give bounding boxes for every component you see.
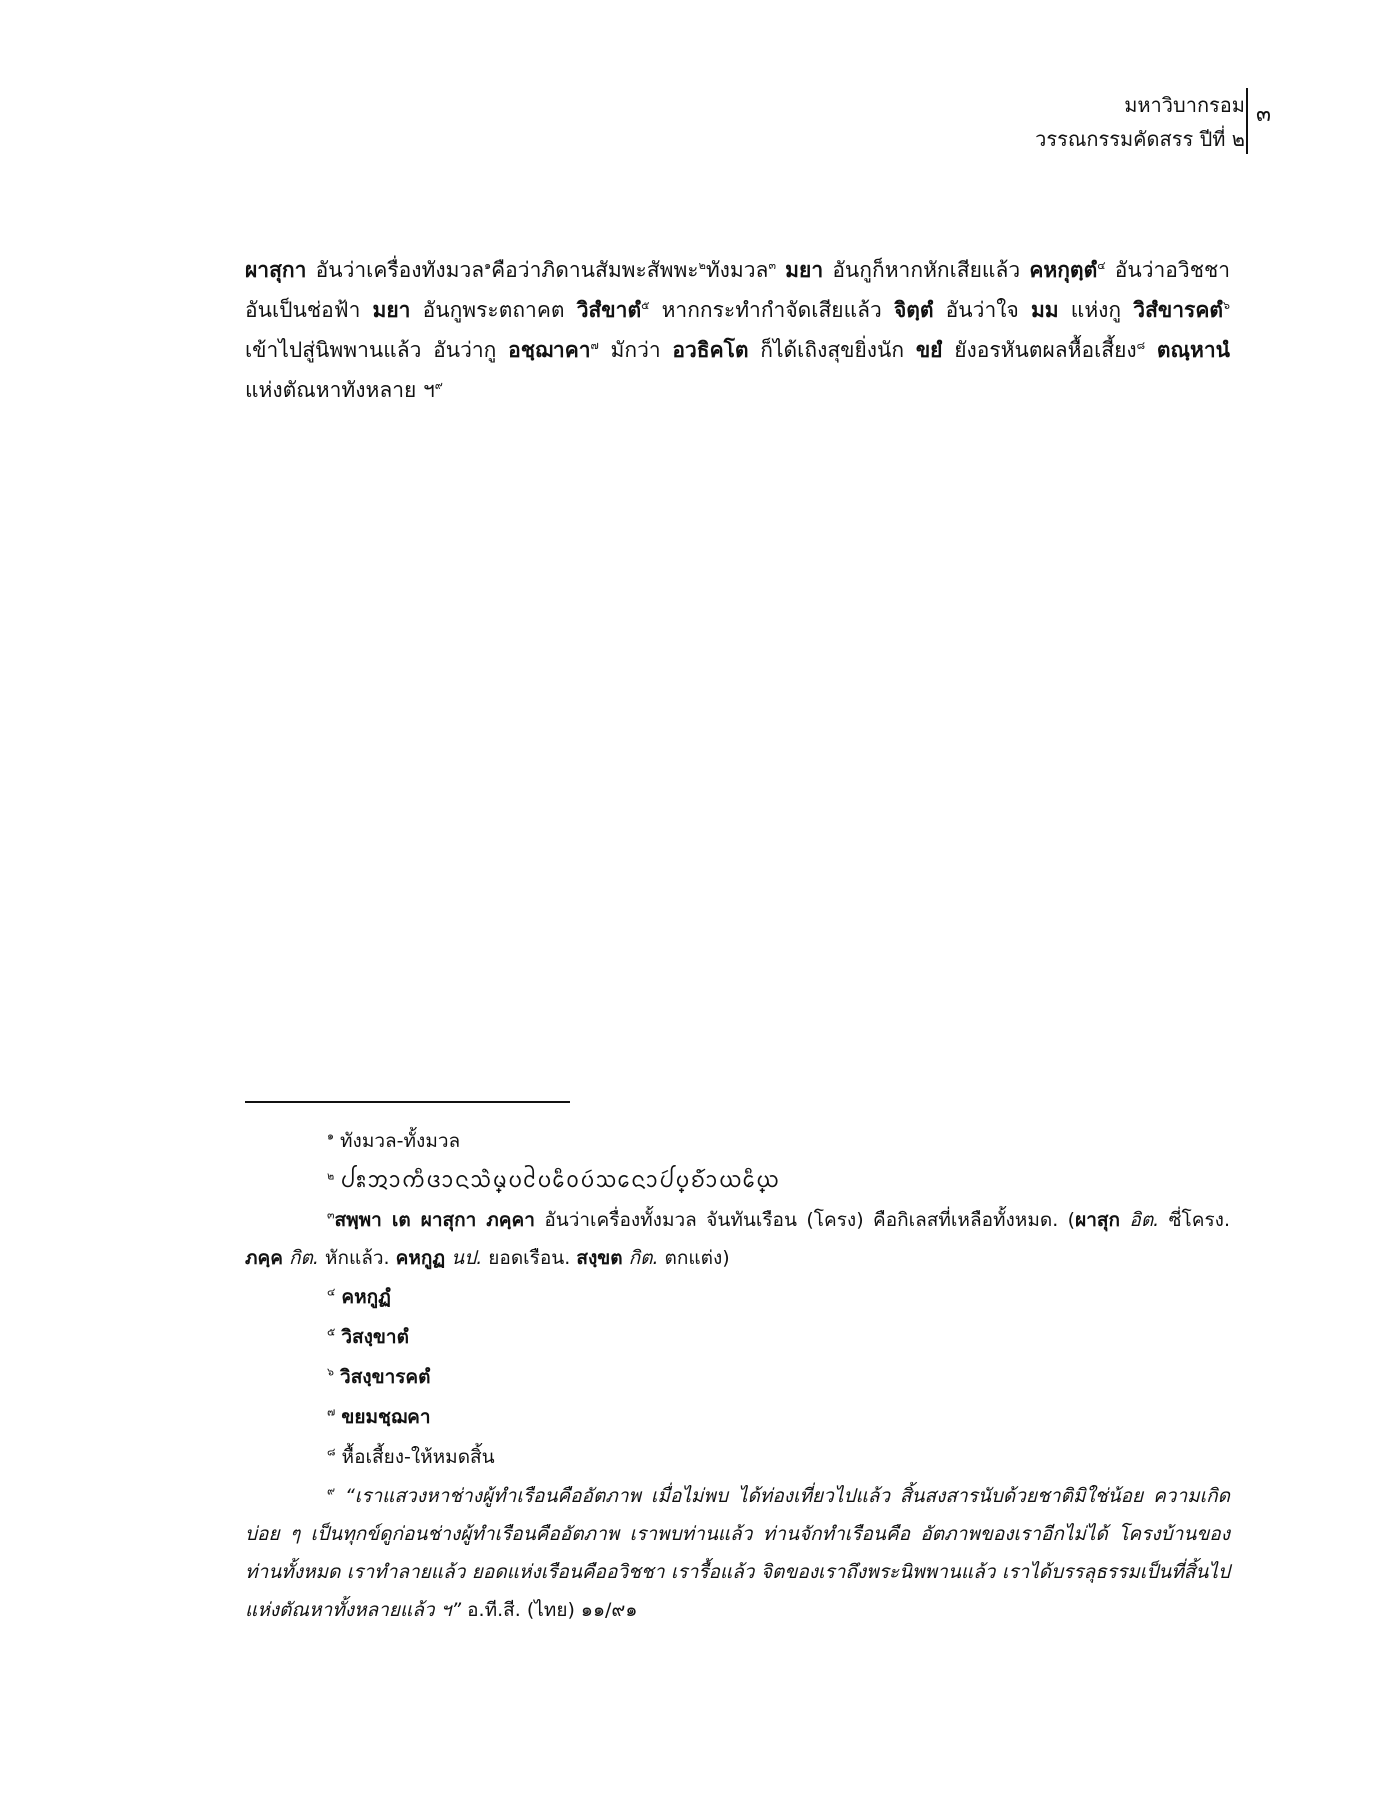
footnote-ref[interactable]: ๒	[698, 259, 706, 272]
footnote-ref[interactable]: ๘	[1136, 339, 1146, 352]
footnote-5: $^๕$ วิสงฺขาตํ	[327, 1325, 409, 1348]
running-header	[1035, 88, 1245, 156]
term: มยา	[372, 298, 411, 322]
footnote-ref[interactable]: ๖	[1223, 299, 1231, 312]
footnote-number: ๗	[327, 1405, 336, 1419]
main-paragraph: ผาสุกา อันว่าเครื่องทังมวล$^๑$คือว่าภิดานสัมพะสัพพะ$^๒$ทังมวล$^๓$ มยา อันกูก็หากหักเสียแล้ว คหกุตฺตํ$^๔$ อันว่าอวิชชาอันเป็นช่อฟ้า มยา อันกูพระตถาคต วิสํขาตํ$^๕$ หากกระทำกำจัดเสียแล้ว จิตฺตํ อันว่าใจ มม แห่งกู วิสํขารคตํ$^๖$ เข้าไปสู่นิพพานแล้ว อันว่ากู อชฺฌาคา$^๗$ มักว่า อวธิคโต ก็ได้เถิงสุขยิ่งนัก ขยํ ยังอรหันตผลหื้อเสี้ยง$^๘$ ตณฺหานํ แห่งตัณหาทังหลาย ฯ$^๙$	[245, 258, 1231, 402]
footnote-number: ๙	[327, 1484, 336, 1498]
footnote-number: ๘	[327, 1445, 336, 1459]
footnote-7: $^๗$ ขยมชฺฌคา	[327, 1405, 431, 1428]
header-title: มหาวิบากรอม	[1124, 93, 1245, 117]
header-subtitle: วรรณกรรมคัดสรร ปีที่ ๒	[1035, 127, 1245, 151]
footnote-ref[interactable]: ๓	[768, 259, 776, 272]
footnote-ref[interactable]: ๑	[484, 259, 492, 272]
term: อชฺฌาคา	[508, 338, 591, 362]
footnote-2	[245, 1161, 1230, 1201]
footnote-ref[interactable]: ๙	[434, 379, 443, 392]
footnote-1: $^๑$ ทังมวล-ทั้งมวล	[327, 1129, 461, 1152]
header-divider	[1246, 88, 1248, 154]
footnote-number: ๔	[327, 1285, 336, 1299]
footnote-number: ๕	[327, 1325, 336, 1339]
footnote-6: $^๖$ วิสงฺขารคตํ	[327, 1365, 431, 1388]
term: จิตฺตํ	[893, 298, 934, 322]
footnote-number: ๖	[327, 1365, 334, 1379]
footnote-number: ๑	[327, 1129, 334, 1143]
tai-tham-script-line: ᨸᩡᩋᩣᨠᩥᨴᩣᨶᩈᩫ᩠ᨾᨷᩲᨷᩮᩥᩅᨷᩢᩈᩮᨶᩣᨸᩢ᩠ᨷᨧᩴ᩶ᩣᨿᩮᩥ᩠ᨿ	[340, 1168, 781, 1193]
footnotes	[245, 1121, 1230, 1629]
footnote-number: ๒	[327, 1169, 335, 1183]
term: ผาสุกา	[245, 258, 307, 282]
term: คหกุตฺตํ	[1029, 258, 1098, 282]
term: ขยํ	[915, 338, 943, 362]
footnote-number: ๓	[327, 1208, 335, 1222]
term: มยา	[785, 258, 824, 282]
footnote-9: $^๙$ “เราแสวงหาช่างผู้ทำเรือนคืออัตภาพ เมื่อไม่พบ ได้ท่องเที่ยวไปแล้ว สิ้นสงสารนับด้วยชาติมิใช่น้อย ความเกิดบ่อย ๆ เป็นทุกข์ดูก่อนช่างผู้ทำเรือนคืออัตภาพ เราพบท่านแล้ว ท่านจักทำเรือนคือ อัตภาพของเราอีกไม่ได้ โครงบ้านของท่านทั้งหมด เราทำลายแล้ว ยอดแห่งเรือนคืออวิชชา เรารื้อแล้ว จิตของเราถึงพระนิพพานแล้ว เราได้บรรลุธรรมเป็นที่สิ้นไปแห่งตัณหาทั้งหลายแล้ว ฯ” อ.ที.สี. (ไทย) ๑๑/๙๑	[245, 1484, 1230, 1621]
term: อวธิคโต	[672, 338, 749, 362]
term: วิสํขารคตํ	[1133, 298, 1224, 322]
footnote-4: $^๔$ คหกูฏํ	[327, 1285, 391, 1308]
footnote-8: $^๘$ หื้อเสี้ยง-ให้หมดสิ้น	[327, 1445, 495, 1468]
footnote-ref[interactable]: ๗	[590, 339, 599, 352]
term: มม	[1030, 298, 1059, 322]
term: ตณฺหานํ	[1156, 338, 1230, 362]
footnote-divider	[245, 1101, 570, 1103]
page-number: ๓	[1256, 102, 1272, 127]
footnote-3: $^๓$สพฺพา เต ผาสุกา ภคฺคา อันว่าเครื่องทั้งมวล จันทันเรือน (โครง) คือกิเลสที่เหลือทั้งหมด. (ผาสุก อิต. ซี่โครง. ภคฺค กิต. หักแล้ว. คหกูฏ นป. ยอดเรือน. สงฺขต กิต. ตกแต่ง)	[245, 1208, 1230, 1269]
term: วิสํขาตํ	[576, 298, 642, 322]
footnote-ref[interactable]: ๕	[641, 299, 650, 312]
footnote-ref[interactable]: ๔	[1097, 259, 1106, 272]
